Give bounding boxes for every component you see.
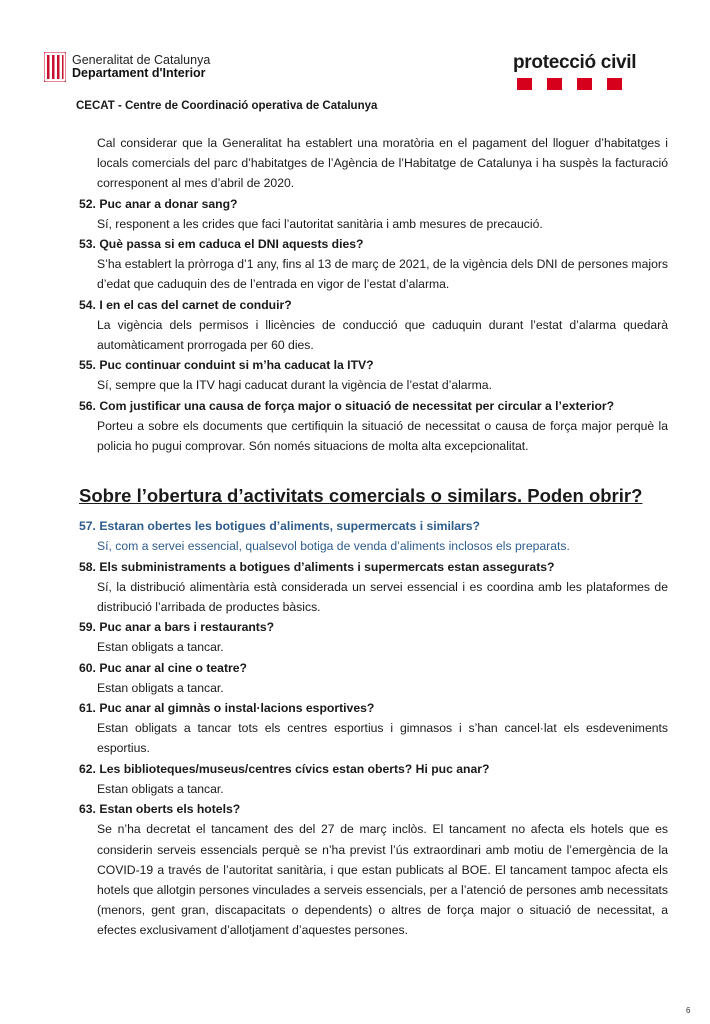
answer: Sí, la distribució alimentària està considerada un servei essencial i es coordina amb les plataformes de distribució l’arribada de productes bàsics. — [97, 579, 668, 615]
department-name: Departament d'Interior — [72, 66, 206, 80]
cecat-title: CECAT - Centre de Coordinació operativa de Catalunya — [76, 100, 378, 112]
proteccio-civil-logo — [513, 52, 658, 90]
qa-item — [79, 617, 668, 657]
answer: Estan obligats a tancar. — [97, 781, 224, 796]
question: 56. Com justificar una causa de força major o situació de necessitat per circular a l’exterior? — [79, 398, 615, 413]
proteccio-civil-text: protecció civil — [513, 52, 637, 73]
page-number: 6 — [686, 1006, 691, 1015]
qa-item — [79, 355, 668, 395]
qa-item-highlighted — [79, 516, 668, 556]
answer: Estan obligats a tancar tots els centres esportius i gimnasos i s’han cancel·lat els esdeveniments esportius. — [97, 721, 668, 756]
answer: Estan obligats a tancar. — [97, 640, 224, 655]
section-heading: Sobre l’obertura d’activitats comercials o similars. Poden obrir? — [79, 485, 643, 507]
answer: La vigència dels permisos i llicències de conducció que caduquin durant l’estat d’alarma quedarà automàticament prorrogada per 60 dies. — [97, 317, 668, 353]
question: 58. Els subministraments a botigues d’aliments i supermercats estan assegurats? — [79, 559, 555, 574]
qa-item — [79, 194, 668, 234]
qa-item — [79, 658, 668, 698]
question: 54. I en el cas del carnet de conduir? — [79, 297, 292, 312]
qa-item — [79, 759, 668, 799]
question: 59. Puc anar a bars i restaurants? — [79, 620, 275, 635]
question: 63. Estan oberts els hotels? — [79, 802, 241, 817]
qa-item — [79, 295, 668, 356]
page-header — [0, 0, 710, 120]
generalitat-logo — [44, 52, 210, 82]
question: 52. Puc anar a donar sang? — [79, 196, 238, 211]
qa-item — [79, 698, 668, 759]
answer: Sí, responent a les crides que faci l’autoritat sanitària i amb mesures de precaució. — [97, 216, 543, 231]
senyera-icon — [44, 52, 66, 82]
qa-item — [79, 799, 668, 940]
question: 55. Puc continuar conduint si m’ha caducat la ITV? — [79, 358, 374, 373]
question: 61. Puc anar al gimnàs o instal·lacions esportives? — [79, 701, 375, 716]
red-squares — [517, 78, 658, 90]
answer: S’ha establert la pròrroga d’1 any, fins al 13 de març de 2021, de la vigència dels DNI de persones majors d’edat que caduquin des de l’entrada en vigor de l’estat d’alarma. — [97, 257, 668, 292]
document-body — [79, 133, 668, 941]
answer: Se n’ha decretat el tancament des del 27 de març inclòs. El tancament no afecta els hotels que es considerin serveis essencials perquè se n’ha previst l’ús extraordinari amb motiu de l’emergència de la COVID-19 a través de l’autoritat sanitària, i que estan publicats al BOE. El tancament tampoc afecta els hotels que allotgin persones vinculades a serveis essencials, per a l’atenció de persones amb necessitats (menors, gent gran, discapacitats o dependents) o altres de força major o situació de necessitat, a efectes exclusivament d’allotjament d’aquestes persones. — [97, 822, 668, 938]
answer: Sí, sempre que la ITV hagi caducat durant la vigència de l’estat d’alarma. — [97, 378, 492, 393]
qa-item — [79, 557, 668, 618]
intro-paragraph: Cal considerar que la Generalitat ha establert una moratòria en el pagament del lloguer d’habitatges i locals comercials del parc d’habitatges de l’Agència de l’Habitatge de Catalunya i ha suspès la facturació corresponent al mes d’abril de 2020. — [97, 136, 668, 191]
qa-item — [79, 234, 668, 295]
qa-item — [79, 396, 668, 457]
question: 62. Les biblioteques/museus/centres cívics estan oberts? Hi puc anar? — [79, 761, 490, 776]
answer: Estan obligats a tancar. — [97, 680, 224, 695]
answer: Sí, com a servei essencial, qualsevol botiga de venda d’aliments inclosos els preparats. — [97, 539, 570, 554]
question: 60. Puc anar al cine o teatre? — [79, 660, 247, 675]
question: 57. Estaran obertes les botigues d’aliments, supermercats i similars? — [79, 519, 480, 534]
question: 53. Què passa si em caduca el DNI aquests dies? — [79, 237, 364, 252]
generalitat-name: Generalitat de Catalunya — [72, 53, 211, 67]
answer: Porteu a sobre els documents que certifiquin la situació de necessitat o causa de força major perquè la policia ho pugui comprovar. Són només situacions de molta alta excepcionalitat. — [97, 418, 668, 454]
